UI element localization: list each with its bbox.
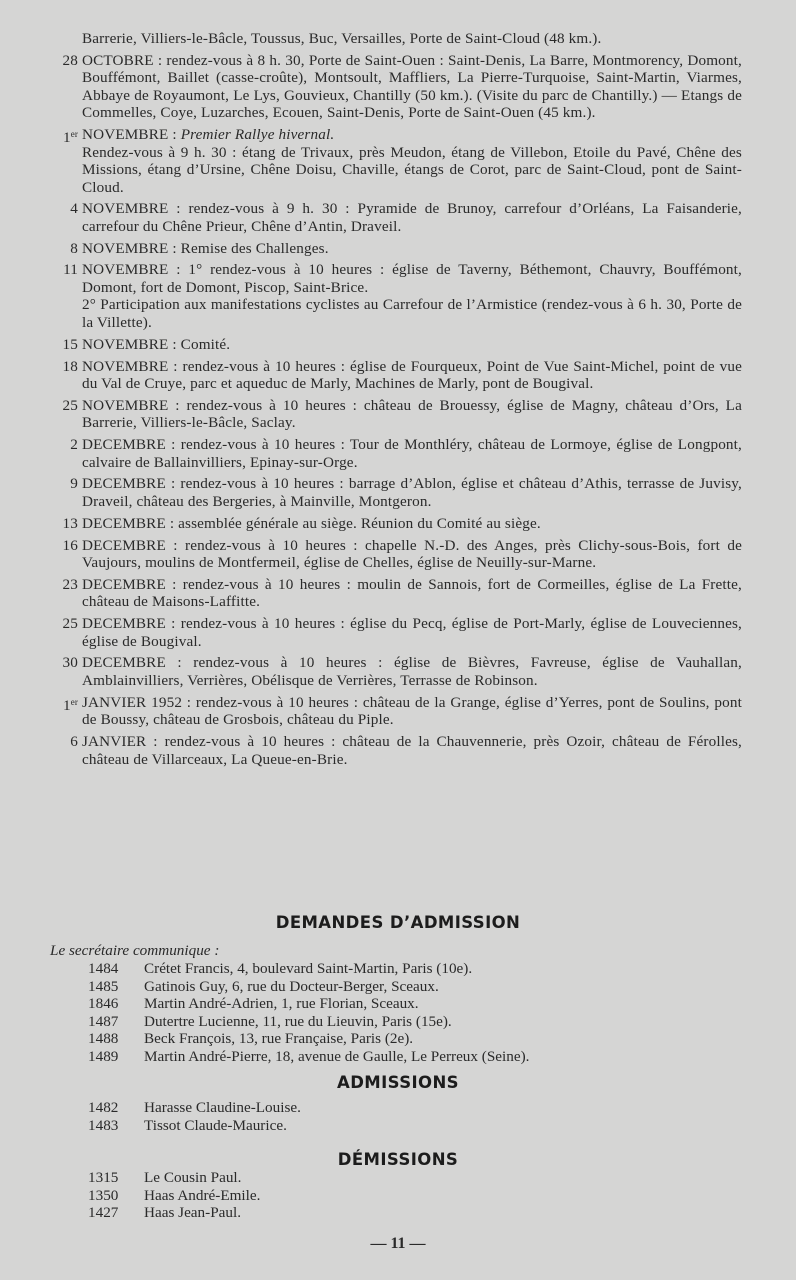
calendar-entry xyxy=(50,515,742,533)
entry-text: OCTOBRE : rendez-vous à 8 h. 30, Porte de Saint-Ouen : Saint-Denis, La Barre, Montmorency, Domont, Bouffémont, Baillet (casse-croûte), Montsoult, Maffliers, La Pierre-Turquoise, Saint-Martin, Viarmes, Abbaye de Royaumont, Le Lys, Gouvieux, Chantilly (50 km.). (Visite du parc de Chantilly.) — Etangs de Commelles, Coye, Luzarches, Ecouen, Saint-Denis, Porte de Saint-Ouen (45 km.). xyxy=(82,51,742,122)
entry-date-number: 28 xyxy=(62,51,78,69)
member-details: Beck François, 13, rue Française, Paris (2e). xyxy=(144,1030,414,1047)
entry-date-number: 23 xyxy=(62,575,78,593)
calendar-entry xyxy=(50,358,742,393)
entry-date-number: 30 xyxy=(62,654,78,672)
entry-date-number: 6 xyxy=(70,733,78,751)
calendar-entry xyxy=(50,436,742,471)
member-row xyxy=(88,1117,301,1135)
member-number: 1846 xyxy=(88,995,119,1012)
entry-text: DECEMBRE : rendez-vous à 10 heures : église du Pecq, église de Port-Marly, église de Louveciennes, église de Bougival. xyxy=(82,615,742,650)
calendar-entry xyxy=(50,694,742,729)
calendar-entry xyxy=(50,52,742,122)
entry-date-number: 4 xyxy=(70,200,78,218)
entry-text: NOVEMBRE : 1° rendez-vous à 10 heures : église de Taverny, Béthemont, Chauvry, Bouffémont, Domont, fort de Domont, Piscop, Saint-Brice. xyxy=(82,261,742,296)
entry-text: NOVEMBRE : Premier Rallye hivernal. xyxy=(82,126,335,144)
member-details: Crétet Francis, 4, boulevard Saint-Martin, Paris (10e). xyxy=(144,960,473,977)
entry-text: DECEMBRE : rendez-vous à 10 heures : barrage d’Ablon, église et château d’Athis, terrasse de Juvisy, Draveil, château des Bergeries, à Mainville, Montgeron. xyxy=(82,475,742,510)
entry-date-number: 1er xyxy=(62,129,78,147)
entry-text-continued: Rendez-vous à 9 h. 30 : étang de Trivaux, près Meudon, étang de Villebon, Etoile du Pavé, Chêne des Missions, étang d’Ursine, Chêne Doisu, Chaville, étangs de Corot, parc de Saint-Cloud, pont de Saint-Cloud. xyxy=(82,143,742,196)
calendar-entry xyxy=(50,475,742,510)
member-details: Haas André-Emile. xyxy=(144,1186,261,1204)
calendar-entry xyxy=(50,537,742,572)
calendar-entry xyxy=(50,261,742,331)
calendar-entry xyxy=(50,576,742,611)
entry-text: NOVEMBRE : rendez-vous à 9 h. 30 : Pyramide de Brunoy, carrefour d’Orléans, La Faisanderie, carrefour du Chêne Prieur, Chêne d’Antin, Draveil. xyxy=(82,200,742,235)
demandes-list xyxy=(88,960,529,1065)
entry-text: DECEMBRE : rendez-vous à 10 heures : Tour de Monthléry, château de Lormoye, église de Longpont, calvaire de Ballainvilliers, Epinay-sur-Orge. xyxy=(82,436,742,471)
entry-date-number: 2 xyxy=(70,436,78,454)
entry-text: Barrerie, Villiers-le-Bâcle, Toussus, Buc, Versailles, Porte de Saint-Cloud (48 km.). xyxy=(82,30,602,47)
calendar-entry xyxy=(50,126,742,196)
entry-text: NOVEMBRE : Comité. xyxy=(82,335,231,353)
member-number: 1489 xyxy=(88,1047,119,1065)
member-details: Martin André-Adrien, 1, rue Florian, Sceaux. xyxy=(144,995,419,1012)
entry-text: DECEMBRE : assemblée générale au siège. Réunion du Comité au siège. xyxy=(82,514,541,532)
member-details: Martin André-Pierre, 18, avenue de Gaulle, Le Perreux (Seine). xyxy=(144,1047,530,1065)
calendar-entry xyxy=(50,397,742,432)
demandes-heading: DEMANDES D’ADMISSION xyxy=(275,913,521,932)
demandes-intro: Le secrétaire communique : xyxy=(50,942,220,959)
member-details: Haas Jean-Paul. xyxy=(144,1204,241,1221)
calendar-entry xyxy=(50,336,742,354)
demissions-heading: DÉMISSIONS xyxy=(337,1150,459,1169)
member-row xyxy=(88,960,529,978)
member-number: 1315 xyxy=(88,1169,119,1186)
member-row xyxy=(88,995,529,1013)
calendar-entry xyxy=(50,30,742,48)
entry-date-number: 8 xyxy=(70,239,78,257)
member-row xyxy=(88,1204,260,1222)
admissions-heading: ADMISSIONS xyxy=(337,1073,459,1092)
member-number: 1483 xyxy=(88,1116,119,1134)
entry-date-number: 13 xyxy=(62,514,78,532)
member-details: Gatinois Guy, 6, rue du Docteur-Berger, Sceaux. xyxy=(144,977,439,995)
entry-text-continued: 2° Participation aux manifestations cyclistes au Carrefour de l’Armistice (rendez-vous à 6 h. 30, Porte de la Villette). xyxy=(82,296,742,331)
entry-date-number: 11 xyxy=(63,261,78,279)
calendar-entry xyxy=(50,200,742,235)
calendar-entry xyxy=(50,733,742,768)
entry-date-number: 25 xyxy=(62,396,78,414)
entry-text: DECEMBRE : rendez-vous à 10 heures : chapelle N.-D. des Anges, près Clichy-sous-Bois, fort de Vaujours, moulins de Montfermeil, église de Chelles, église de Neuilly-sur-Marne. xyxy=(82,536,742,572)
member-row xyxy=(88,1013,529,1031)
admissions-list xyxy=(88,1099,301,1134)
calendar-list xyxy=(50,30,742,772)
entry-text: JANVIER 1952 : rendez-vous à 10 heures : château de la Grange, église d’Yerres, pont de Soulins, pont de Boussy, château de Grosbois, château du Piple. xyxy=(82,693,742,729)
member-number: 1427 xyxy=(88,1204,119,1221)
member-row xyxy=(88,1169,260,1187)
member-number: 1482 xyxy=(88,1099,119,1116)
entry-date-number: 18 xyxy=(62,357,78,375)
entry-date-number: 25 xyxy=(62,615,78,633)
entry-date-number: 16 xyxy=(62,536,78,554)
calendar-entry xyxy=(50,240,742,258)
member-row xyxy=(88,1099,301,1117)
member-row xyxy=(88,1187,260,1205)
entry-date-number: 15 xyxy=(62,335,78,353)
member-row xyxy=(88,1030,529,1048)
calendar-entry xyxy=(50,615,742,650)
member-number: 1488 xyxy=(88,1030,119,1047)
demissions-list xyxy=(88,1169,260,1222)
page-number: — 11 — xyxy=(370,1235,426,1252)
member-number: 1487 xyxy=(88,1012,119,1030)
entry-text: NOVEMBRE : rendez-vous à 10 heures : château de Brouessy, église de Magny, château d’Ors, La Barrerie, Villiers-le-Bâcle, Saclay. xyxy=(82,396,742,432)
member-row xyxy=(88,978,529,996)
member-number: 1350 xyxy=(88,1186,119,1204)
entry-text: NOVEMBRE : rendez-vous à 10 heures : église de Fourqueux, Point de Vue Saint-Michel, point de vue du Val de Cruye, parc et aqueduc de Marly, Machines de Marly, pont de Bougival. xyxy=(82,357,742,393)
member-details: Dutertre Lucienne, 11, rue du Lieuvin, Paris (15e). xyxy=(144,1012,452,1030)
member-details: Tissot Claude-Maurice. xyxy=(144,1116,287,1134)
member-details: Le Cousin Paul. xyxy=(144,1169,242,1186)
member-row xyxy=(88,1048,529,1066)
entry-text: DECEMBRE : rendez-vous à 10 heures : moulin de Sannois, fort de Cormeilles, église de La Frette, château de Maisons-Laffitte. xyxy=(82,575,742,611)
entry-date-number: 9 xyxy=(70,475,78,493)
entry-text: DECEMBRE : rendez-vous à 10 heures : église de Bièvres, Favreuse, église de Vauhallan, Amblainvilliers, Verrières, Obélisque de Verrières, Terrasse de Robinson. xyxy=(82,654,742,689)
member-number: 1485 xyxy=(88,977,119,995)
entry-text: JANVIER : rendez-vous à 10 heures : château de la Chauvennerie, près Ozoir, château de Férolles, château de Villarceaux, La Queue-en-Brie. xyxy=(82,733,742,768)
entry-date-number: 1er xyxy=(62,696,78,714)
entry-text: NOVEMBRE : Remise des Challenges. xyxy=(82,239,329,257)
calendar-entry xyxy=(50,654,742,689)
member-details: Harasse Claudine-Louise. xyxy=(144,1099,301,1116)
member-number: 1484 xyxy=(88,960,119,977)
